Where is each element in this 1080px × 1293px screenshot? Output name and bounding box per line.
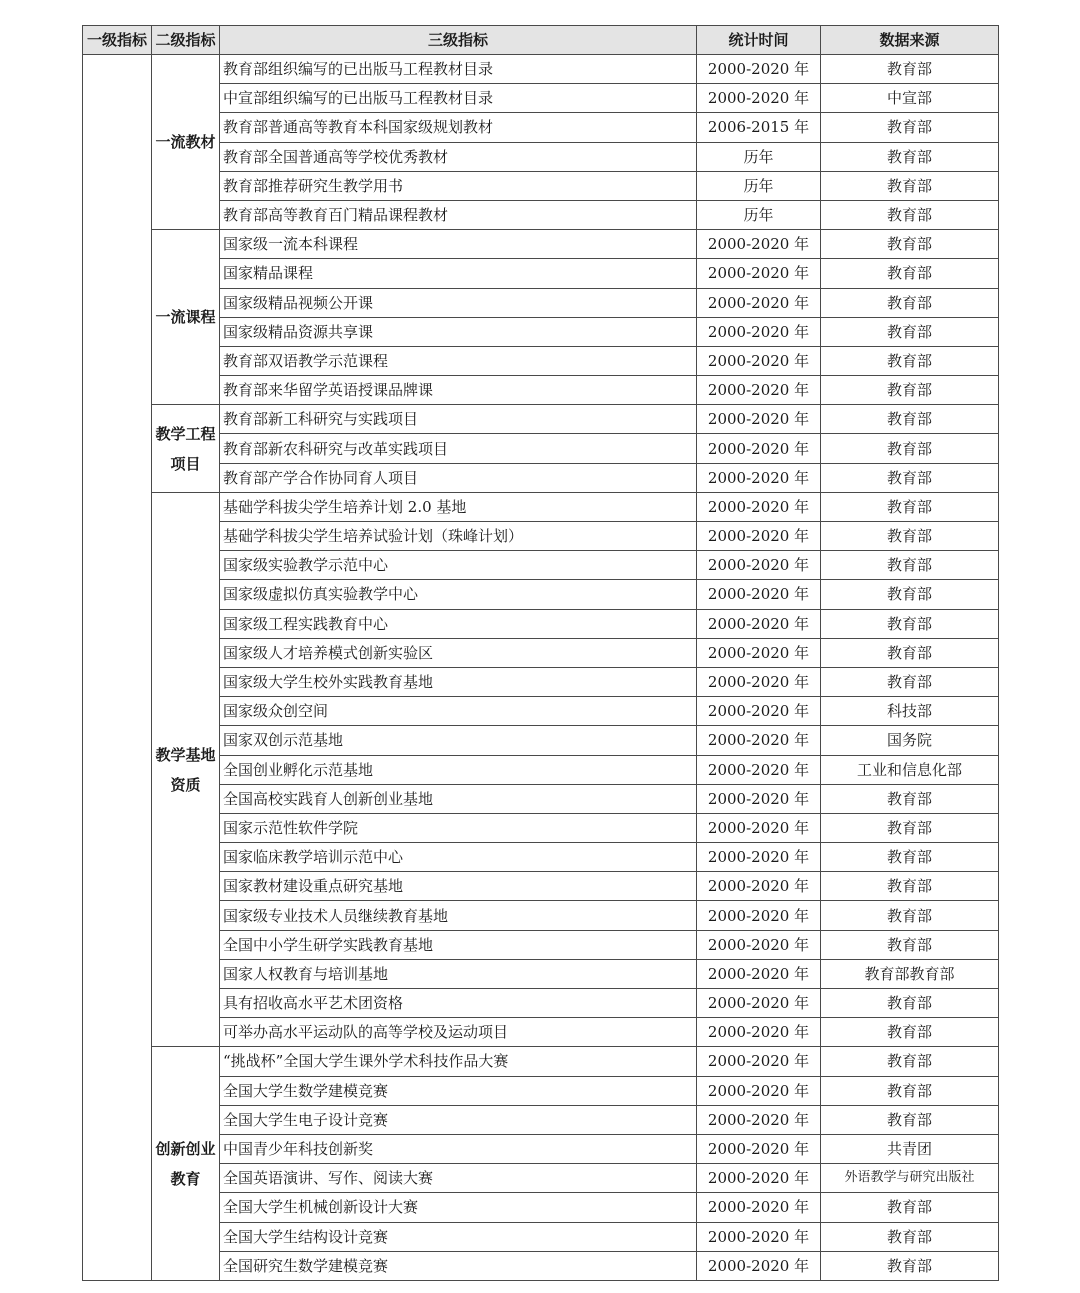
level3-indicator-cell: 中宣部组织编写的已出版马工程教材目录: [220, 84, 697, 113]
level3-indicator-cell: 国家教材建设重点研究基地: [220, 872, 697, 901]
level2-cell: 一流课程: [152, 230, 220, 405]
table-row: [83, 113, 999, 142]
source-cell: 教育部: [821, 551, 999, 580]
level3-indicator-cell: 教育部来华留学英语授课品牌课: [220, 376, 697, 405]
source-cell: 工业和信息化部: [821, 755, 999, 784]
level3-indicator-cell: 国家人权教育与培训基地: [220, 959, 697, 988]
level3-indicator-cell: 国家级人才培养模式创新实验区: [220, 638, 697, 667]
period-cell: 2000-2020 年: [697, 989, 821, 1018]
source-cell: 教育部: [821, 113, 999, 142]
level3-indicator-cell: 教育部新工科研究与实践项目: [220, 405, 697, 434]
level3-indicator-cell: 国家级专业技术人员继续教育基地: [220, 901, 697, 930]
table-body: [83, 55, 999, 1281]
level3-indicator-cell: 全国英语演讲、写作、阅读大赛: [220, 1164, 697, 1193]
period-cell: 2000-2020 年: [697, 843, 821, 872]
table-row: [83, 288, 999, 317]
source-cell: 教育部: [821, 989, 999, 1018]
source-cell: 教育部: [821, 580, 999, 609]
table-row: [83, 259, 999, 288]
level3-indicator-cell: “挑战杯”全国大学生课外学术科技作品大赛: [220, 1047, 697, 1076]
source-cell: 教育部: [821, 492, 999, 521]
level3-indicator-cell: 基础学科拔尖学生培养试验计划（珠峰计划）: [220, 522, 697, 551]
level3-indicator-cell: 教育部新农科研究与改革实践项目: [220, 434, 697, 463]
table-row: [83, 405, 999, 434]
level3-indicator-cell: 全国大学生机械创新设计大赛: [220, 1193, 697, 1222]
source-cell: 教育部: [821, 55, 999, 84]
period-cell: 历年: [697, 200, 821, 229]
indicator-table: [82, 25, 999, 1281]
period-cell: 2000-2020 年: [697, 697, 821, 726]
source-cell: 教育部: [821, 376, 999, 405]
period-cell: 2000-2020 年: [697, 1251, 821, 1280]
level3-indicator-cell: 教育部高等教育百门精品课程教材: [220, 200, 697, 229]
table-row: [83, 843, 999, 872]
table-row: [83, 989, 999, 1018]
period-cell: 2000-2020 年: [697, 1018, 821, 1047]
period-cell: 2000-2020 年: [697, 930, 821, 959]
period-cell: 2000-2020 年: [697, 638, 821, 667]
table-row: [83, 638, 999, 667]
period-cell: 2000-2020 年: [697, 667, 821, 696]
table-row: [83, 522, 999, 551]
table-row: [83, 784, 999, 813]
period-cell: 2000-2020 年: [697, 55, 821, 84]
level3-indicator-cell: 全国大学生电子设计竞赛: [220, 1105, 697, 1134]
source-cell: 教育部: [821, 171, 999, 200]
level3-indicator-cell: 教育部全国普通高等学校优秀教材: [220, 142, 697, 171]
level3-indicator-cell: 国家级精品资源共享课: [220, 317, 697, 346]
header-level2: 二级指标: [152, 26, 220, 55]
level2-cell: 教学工程项目: [152, 405, 220, 493]
period-cell: 2006-2015 年: [697, 113, 821, 142]
source-cell: 教育部: [821, 522, 999, 551]
source-cell: 外语教学与研究出版社: [821, 1164, 999, 1193]
source-cell: 教育部: [821, 843, 999, 872]
period-cell: 2000-2020 年: [697, 1164, 821, 1193]
table-row: [83, 1047, 999, 1076]
level3-indicator-cell: 全国研究生数学建模竞赛: [220, 1251, 697, 1280]
table-row: [83, 492, 999, 521]
table-row: [83, 1222, 999, 1251]
level3-indicator-cell: 全国创业孵化示范基地: [220, 755, 697, 784]
table-row: [83, 346, 999, 375]
table-row: [83, 1164, 999, 1193]
period-cell: 2000-2020 年: [697, 84, 821, 113]
period-cell: 2000-2020 年: [697, 872, 821, 901]
table-row: [83, 1076, 999, 1105]
source-cell: 教育部: [821, 1076, 999, 1105]
source-cell: 教育部: [821, 813, 999, 842]
level3-indicator-cell: 中国青少年科技创新奖: [220, 1134, 697, 1163]
period-cell: 2000-2020 年: [697, 288, 821, 317]
table-row: [83, 84, 999, 113]
source-cell: 教育部: [821, 346, 999, 375]
level3-indicator-cell: 国家级一流本科课程: [220, 230, 697, 259]
table-row: [83, 1193, 999, 1222]
level3-indicator-cell: 可举办高水平运动队的高等学校及运动项目: [220, 1018, 697, 1047]
period-cell: 2000-2020 年: [697, 755, 821, 784]
level3-indicator-cell: 基础学科拔尖学生培养计划 2.0 基地: [220, 492, 697, 521]
period-cell: 2000-2020 年: [697, 463, 821, 492]
table-row: [83, 755, 999, 784]
source-cell: 教育部: [821, 1193, 999, 1222]
level3-indicator-cell: 全国大学生结构设计竞赛: [220, 1222, 697, 1251]
table-row: [83, 930, 999, 959]
table-row: [83, 376, 999, 405]
source-cell: 中宣部: [821, 84, 999, 113]
source-cell: 教育部: [821, 405, 999, 434]
level3-indicator-cell: 全国大学生数学建模竞赛: [220, 1076, 697, 1105]
source-cell: 教育部: [821, 463, 999, 492]
source-cell: 教育部: [821, 142, 999, 171]
period-cell: 2000-2020 年: [697, 376, 821, 405]
level1-cell: [83, 55, 152, 1281]
level3-indicator-cell: 国家级众创空间: [220, 697, 697, 726]
period-cell: 2000-2020 年: [697, 813, 821, 842]
level2-cell: 一流教材: [152, 55, 220, 230]
table-header: [83, 26, 999, 55]
period-cell: 2000-2020 年: [697, 959, 821, 988]
period-cell: 2000-2020 年: [697, 1076, 821, 1105]
table-row: [83, 901, 999, 930]
period-cell: 2000-2020 年: [697, 405, 821, 434]
source-cell: 教育部: [821, 434, 999, 463]
period-cell: 2000-2020 年: [697, 230, 821, 259]
level3-indicator-cell: 教育部双语教学示范课程: [220, 346, 697, 375]
table-row: [83, 142, 999, 171]
level3-indicator-cell: 教育部普通高等教育本科国家级规划教材: [220, 113, 697, 142]
source-cell: 教育部: [821, 1105, 999, 1134]
table-row: [83, 317, 999, 346]
period-cell: 2000-2020 年: [697, 434, 821, 463]
table-row: [83, 1018, 999, 1047]
source-cell: 教育部教育部: [821, 959, 999, 988]
level2-cell: 创新创业教育: [152, 1047, 220, 1281]
source-cell: 教育部: [821, 901, 999, 930]
source-cell: 教育部: [821, 200, 999, 229]
source-cell: 科技部: [821, 697, 999, 726]
table-row: [83, 434, 999, 463]
level3-indicator-cell: 教育部组织编写的已出版马工程教材目录: [220, 55, 697, 84]
level3-indicator-cell: 国家级大学生校外实践教育基地: [220, 667, 697, 696]
table-row: [83, 813, 999, 842]
period-cell: 2000-2020 年: [697, 901, 821, 930]
source-cell: 国务院: [821, 726, 999, 755]
header-level3: 三级指标: [220, 26, 697, 55]
table-row: [83, 697, 999, 726]
period-cell: 2000-2020 年: [697, 1134, 821, 1163]
table-row: [83, 1105, 999, 1134]
source-cell: 教育部: [821, 1047, 999, 1076]
table-row: [83, 667, 999, 696]
level2-cell: 教学基地资质: [152, 492, 220, 1047]
period-cell: 2000-2020 年: [697, 492, 821, 521]
period-cell: 2000-2020 年: [697, 1222, 821, 1251]
level3-indicator-cell: 国家级实验教学示范中心: [220, 551, 697, 580]
period-cell: 历年: [697, 142, 821, 171]
period-cell: 历年: [697, 171, 821, 200]
table-row: [83, 463, 999, 492]
period-cell: 2000-2020 年: [697, 580, 821, 609]
table-row: [83, 551, 999, 580]
table-row: [83, 55, 999, 84]
level3-indicator-cell: 全国中小学生研学实践教育基地: [220, 930, 697, 959]
table-row: [83, 959, 999, 988]
period-cell: 2000-2020 年: [697, 726, 821, 755]
period-cell: 2000-2020 年: [697, 522, 821, 551]
level3-indicator-cell: 国家级工程实践教育中心: [220, 609, 697, 638]
source-cell: 教育部: [821, 1251, 999, 1280]
table-row: [83, 1251, 999, 1280]
level3-indicator-cell: 具有招收高水平艺术团资格: [220, 989, 697, 1018]
header-source: 数据来源: [821, 26, 999, 55]
level3-indicator-cell: 国家临床教学培训示范中心: [220, 843, 697, 872]
source-cell: 教育部: [821, 784, 999, 813]
source-cell: 教育部: [821, 872, 999, 901]
header-row: [83, 26, 999, 55]
source-cell: 教育部: [821, 638, 999, 667]
source-cell: 教育部: [821, 609, 999, 638]
table-row: [83, 580, 999, 609]
source-cell: 教育部: [821, 1222, 999, 1251]
period-cell: 2000-2020 年: [697, 784, 821, 813]
level3-indicator-cell: 国家精品课程: [220, 259, 697, 288]
table-row: [83, 200, 999, 229]
source-cell: 共青团: [821, 1134, 999, 1163]
table-row: [83, 872, 999, 901]
period-cell: 2000-2020 年: [697, 346, 821, 375]
header-period: 统计时间: [697, 26, 821, 55]
source-cell: 教育部: [821, 317, 999, 346]
table-row: [83, 230, 999, 259]
source-cell: 教育部: [821, 288, 999, 317]
table-row: [83, 171, 999, 200]
source-cell: 教育部: [821, 667, 999, 696]
level3-indicator-cell: 国家级精品视频公开课: [220, 288, 697, 317]
source-cell: 教育部: [821, 259, 999, 288]
source-cell: 教育部: [821, 230, 999, 259]
period-cell: 2000-2020 年: [697, 551, 821, 580]
source-cell: 教育部: [821, 1018, 999, 1047]
table-row: [83, 1134, 999, 1163]
period-cell: 2000-2020 年: [697, 317, 821, 346]
table-row: [83, 609, 999, 638]
table-row: [83, 726, 999, 755]
source-cell: 教育部: [821, 930, 999, 959]
period-cell: 2000-2020 年: [697, 1193, 821, 1222]
level3-indicator-cell: 国家级虚拟仿真实验教学中心: [220, 580, 697, 609]
period-cell: 2000-2020 年: [697, 1105, 821, 1134]
period-cell: 2000-2020 年: [697, 259, 821, 288]
period-cell: 2000-2020 年: [697, 609, 821, 638]
level3-indicator-cell: 全国高校实践育人创新创业基地: [220, 784, 697, 813]
level3-indicator-cell: 教育部产学合作协同育人项目: [220, 463, 697, 492]
level3-indicator-cell: 国家示范性软件学院: [220, 813, 697, 842]
level3-indicator-cell: 国家双创示范基地: [220, 726, 697, 755]
level3-indicator-cell: 教育部推荐研究生教学用书: [220, 171, 697, 200]
period-cell: 2000-2020 年: [697, 1047, 821, 1076]
header-level1: 一级指标: [83, 26, 152, 55]
